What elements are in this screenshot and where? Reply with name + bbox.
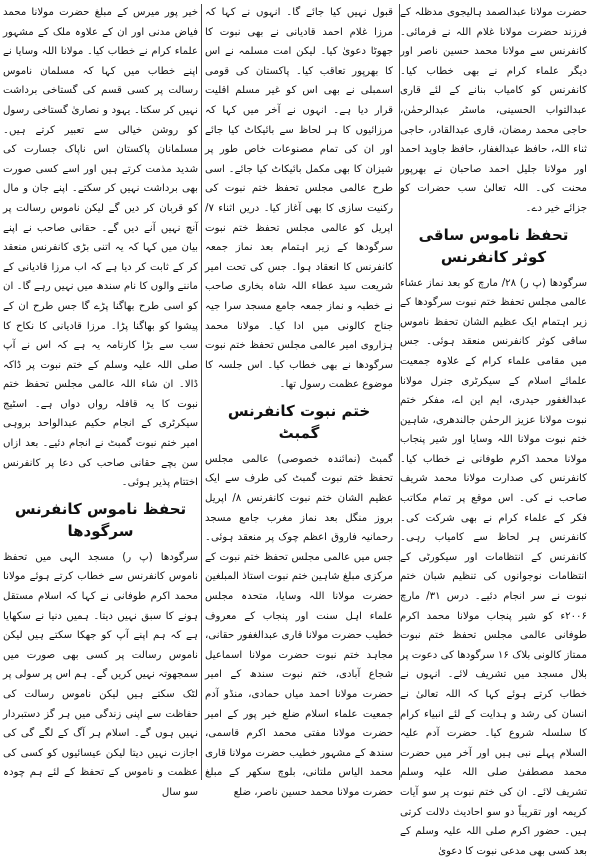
article-paragraph: سرگودھا (پ ر) ۲۸/ مارچ کو بعد نماز عشاء عالمی مجلس تحفظ ختم نبوت سرگودھا کے زیر اہتمام ایک عظیم الشان تحفظ ناموس ساقی کوثر کانفرنس منعقد ہوئی۔ جس میں مقامی علماء کرام کے علاوہ جمعیت علمائے اسلام کے سیکرٹری جنرل مولانا عبدالغفور حیدری، ایم این اے، مفکر ختم نبوت مولانا عزیز الرحمٰن جالندھری، شاہین ختم نبوت مولانا اللہ وسایا اور شیر پنجاب مولانا محمد اکرم طوفانی نے خطاب کیا۔ کانفرنس کی صدارت مولانا محمد شریف صاحب نے کی۔ اس موقع پر تمام مکاتب فکر کے علماء کرام نے بھی شرکت کی۔ کانفرنس ہر لحاظ سے کامیاب رہی۔ کانفرنس کے انتظامات اور سیکورٹی کے انتظامات نوجوانوں کی تنظیم شبان ختم نبوت نے سر انجام دئیے۔ درس ۳۱/ مارچ ۲۰۰۶ء کو شیر پنجاب مولانا محمد اکرم طوفانی عالمی مجلس تحفظ ختم نبوت ممتاز کالونی بلاک ۱۶ سرگودھا کی دعوت پر بلال مسجد میں تشریف لائے۔ انہوں نے خطاب کرتے ہوئے کہا کہ اللہ تعالیٰ نے انسان کی رشد و ہدایت کے لئے انبیاء کرام کا سلسلہ شروع کیا۔ حضرت آدم علیہ السلام پہلے نبی ہیں اور آخر میں حضرت محمد مصطفیٰ صلی اللہ علیہ وسلم تشریف لائے۔ ان کی ختم نبوت پر سو آیات کریمہ اور تقریباً دو سو احادیث دلالت کرتی ہیں۔ حضور اکرم صلی اللہ علیہ وسلم کے بعد کسی بھی مدعی نبوت کا دعویٰ bbox=[400, 277, 587, 857]
article-column-right bbox=[400, 3, 587, 857]
column-divider bbox=[399, 4, 400, 780]
article-column-left bbox=[3, 3, 198, 798]
article-paragraph: خیر پور میرس کے مبلغ حضرت مولانا محمد فیاض مدنی اور ان کے علاوہ ملک کے مشہور علماء کرام نے خطاب کیا۔ مولانا اللہ وسایا نے اپنے خطاب میں کہا کہ مسلمان ناموس رسالت پر کسی قسم کی گستاخی برداشت نہیں کر سکتا۔ یہود و نصاریٰ گستاخی رسول کو روشن خیالی سے تعبیر کرتے ہیں۔ مسلمانان پاکستان اس ناپاک جسارت کی شدید مذمت کرتے ہیں اور اسے کسی صورت بھی برداشت نہیں کر سکتے۔ اپنے جان و مال کو قربان کر دیں گے لیکن ناموس رسالت پر آنچ نہیں آنے دیں گے۔ حقانی صاحب نے اپنے بیان میں کہا کہ یہ اتنی بڑی کانفرنس منعقد کر کے ثابت کر دیا ہے کہ اب مرزا قادیانی کے ماننے والوں کا نام سندھ میں نہیں رہے گا۔ ان کو اسی طرح بھاگنا پڑے گا جس طرح ان کے پیشوا کو بھاگنا پڑا۔ مرزا قادیانی کا نکاح کا سب سے بڑا کارنامہ یہ ہے کہ اس نے آپ صلی اللہ علیہ وسلم کے ختم نبوت پر ڈاکہ ڈالا۔ ان شاء اللہ عالمی مجلس تحفظ ختم نبوت کا یہ قافلہ رواں دواں ہے۔ اسٹیج سیکرٹری کے انجام حکیم عبدالواحد بروہی امیر ختم نبوت گمبٹ نے انجام دئیے۔ بعد ازاں سن بچے حقانی صاحب کی دعا پر کانفرنس اختتام پذیر ہوئی۔ bbox=[3, 7, 198, 489]
section-heading: ختم نبوت کانفرنس گمبٹ bbox=[227, 401, 371, 442]
article-paragraph: سرگودھا (پ ر) مسجد الہی میں تحفظ ناموس کانفرنس سے خطاب کرتے ہوئے مولانا محمد اکرم طوفانی نے کہا کہ اسلام مستقل ہونے کا سبق نہیں دیتا۔ ہمیں دنیا نے سکھایا ہے کہ ہم اپنے آپ کو جھکا سکتے ہیں لیکن ناموس رسالت پر کسی بھی صورت میں سمجھوتہ نہیں کریں گے۔ ہم اس پر سولی پر لٹک سکتے ہیں لیکن ناموس رسالت کی حفاظت سے اپنی زندگی میں ہر گز دستبردار نہیں ہوں گے۔ اسلام ہر آگ کے لگے گی کی اجازت نہیں دیتا لیکن عیسائیوں کو کسی کی عظمت و ناموس کے تحفظ کے لئے ہم چودہ سو سال bbox=[3, 551, 198, 798]
article-paragraph: قبول نہیں کیا جائے گا۔ انہوں نے کہا کہ مرزا غلام احمد قادیانی نے بھی نبوت کا جھوٹا دعویٰ کیا۔ لیکن امت مسلمہ نے اس کا بھرپور تعاقب کیا۔ پاکستان کی قومی اسمبلی نے بھی اس کو غیر مسلم اقلیت قرار دیا ہے۔ انہوں نے آخر میں کہا کہ مرزائیوں کا ہر لحاظ سے بائیکاٹ کیا جائے اور ان کی تمام مصنوعات خاص طور پر شیزان کا بھی مکمل بائیکاٹ کیا جائے۔ اسی طرح عالمی مجلس تحفظ ختم نبوت کی رکنیت سازی کا بھی آغاز کیا۔ دریں اثناء ۷/ اپریل کو عالمی مجلس تحفظ ختم نبوت سرگودھا کے زیر اہتمام بعد نماز جمعہ کانفرنس کا انعقاد ہوا۔ جس کی تحت امیر شریعت سید عطاء اللہ شاہ بخاری صاحب نے خطبہ و نماز جمعہ جامع مسجد سرا جیہ جناح کالونی میں ادا کیا۔ مولانا محمد ہزاروی امیر عالمی مجلس تحفظ ختم نبوت سرگودھا نے بھی خطاب کیا۔ اس جلسہ کا موضوع عظمت رسول تھا۔ bbox=[205, 7, 393, 391]
section-heading: تحفظ ناموس ساقی کوثر کانفرنس bbox=[418, 225, 569, 266]
article-paragraph: گمبٹ (نمائندہ خصوصی) عالمی مجلس تحفظ ختم نبوت گمبٹ کی طرف سے ایک عظیم الشان ختم نبوت کانفرنس ۸/ اپریل بروز منگل بعد نماز مغرب جامع مسجد رحمانیہ فاروق اعظم چوک پر منعقد ہوئی۔ جس میں عالمی مجلس تحفظ ختم نبوت کے مرکزی مبلغ شاہین ختم نبوت استاذ المبلغین حضرت مولانا اللہ وسایا، متحدہ مجلس علماء اہل سنت اور پنجاب کے معروف خطیب حضرت مولانا قاری عبدالغفور حقانی، مجاہد ختم نبوت حضرت مولانا اسماعیل شجاع آبادی، ختم نبوت سندھ کے امیر حضرت مولانا احمد میاں حمادی، منڈو آدم جمعیت علماء اسلام ضلع خیر پور کے امیر حضرت مولانا مفتی محمد اکرم قاسمی، سندھ کے مشہور خطیب حضرت مولانا قاری محمد الیاس ملتانی، بلوچ سکھر کے مبلغ حضرت مولانا محمد حسین ناصر، ضلع bbox=[205, 453, 393, 798]
article-paragraph: حضرت مولانا عبدالصمد ہالیجوی مدظلہ کے فرزند حضرت مولانا غلام اللہ نے فرمائی۔ کانفرنس سے مولانا محمد حسین ناصر اور دیگر علماء کرام نے بھی خطاب کیا۔ کانفرنس کو کامیاب بنانے کے لئے قاری عبدالتواب الحسینی، ماسٹر عبدالرحمٰن، حاجی محمد رمضان، قاری عبدالقادر، حاجی ثناء اللہ، حافظ عبدالغفار، حافظ جاوید احمد اور مولانا جلیل احمد صاحبان نے بھرپور محنت کی۔ اللہ تعالیٰ سب حضرات کو جزائے خیر دے۔ bbox=[400, 7, 587, 214]
article-column-middle bbox=[205, 3, 393, 798]
column-divider bbox=[201, 4, 202, 780]
section-heading: تحفظ ناموس کانفرنس سرگودھا bbox=[14, 499, 187, 540]
